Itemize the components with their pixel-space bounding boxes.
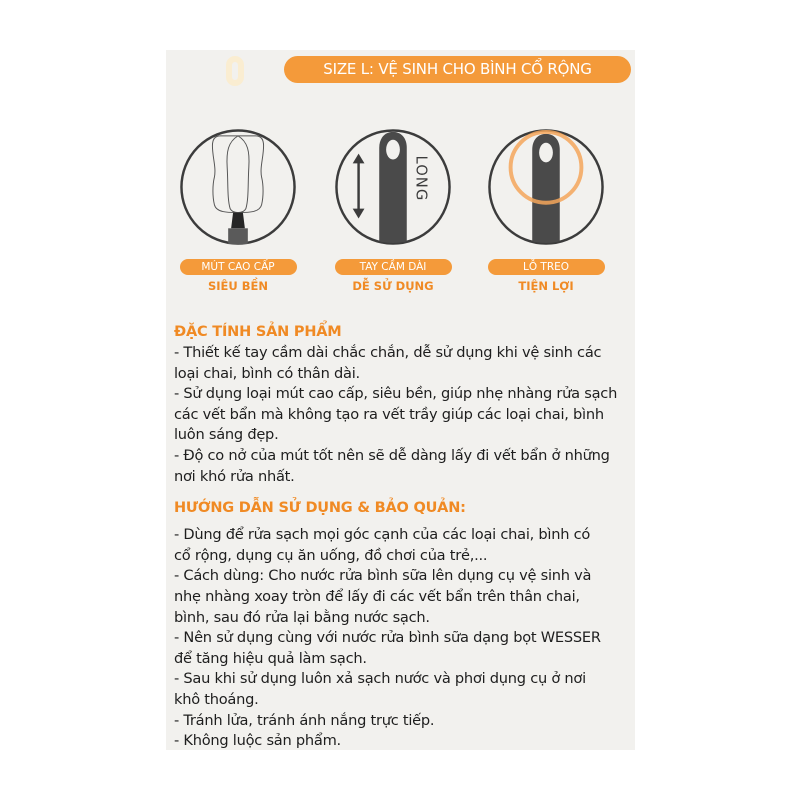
feature-hanging-hole <box>476 128 616 293</box>
text-line: - Nên sử dụng cùng với nước rửa bình sữa dạng bọt WESSER <box>174 629 601 647</box>
feature-sponge <box>168 128 308 293</box>
text-line: - Sau khi sử dụng luôn xả sạch nước và phơi dụng cụ ở nơi <box>174 670 586 688</box>
text-line: loại chai, bình có thân dài. <box>174 364 360 382</box>
feature-sublabel: TIỆN LỢI <box>518 279 574 293</box>
feature-sublabel: DỄ SỬ DỤNG <box>352 279 434 293</box>
text-line: bình, sau đó rửa lại bằng nước sạch. <box>174 608 430 626</box>
feature-label-pill: TAY CẦM DÀI <box>335 259 452 275</box>
text-line: khô thoáng. <box>174 690 259 708</box>
text-line: - Tránh lửa, tránh ánh nắng trực tiếp. <box>174 711 435 729</box>
description-content <box>174 321 634 752</box>
text-line: - Dùng để rửa sạch mọi góc cạnh của các loại chai, bình có <box>174 526 591 544</box>
hanging-hole-icon <box>487 128 605 246</box>
text-line: nơi khó rửa nhất. <box>174 467 295 485</box>
text-line: - Độ co nở của mút tốt nên sẽ dễ dàng lấy đi vết bẩn ở những <box>174 446 610 464</box>
text-line: luôn sáng đẹp. <box>174 426 279 444</box>
text-line: - Sử dụng loại mút cao cấp, siêu bền, giúp nhẹ nhàng rửa sạch <box>174 385 618 403</box>
up-down-arrow-icon <box>353 154 365 219</box>
long-label: LONG <box>412 155 430 202</box>
feature-long-handle <box>323 128 463 293</box>
feature-sublabel: SIÊU BỀN <box>207 279 268 293</box>
text-line: - Thiết kế tay cầm dài chắc chắn, dễ sử dụng khi vệ sinh các <box>174 344 602 361</box>
text-line: các vết bẩn mà không tạo ra vết trầy giúp các loại chai, bình <box>174 405 604 423</box>
feature-label-pill: MÚT CAO CẤP <box>180 259 297 275</box>
feature-label-pill: LỖ TREO <box>488 259 605 275</box>
long-handle-icon <box>334 128 452 246</box>
text-line: nhẹ nhàng xoay tròn để lấy đi các vết bẩn trên thân chai, <box>174 587 580 605</box>
text-line: - Cách dùng: Cho nước rửa bình sữa lên dụng cụ vệ sinh và <box>174 567 592 585</box>
section-title-usage: HƯỚNG DẪN SỬ DỤNG & BẢO QUẢN: <box>174 500 466 517</box>
product-info-card <box>166 50 635 750</box>
hanging-ring-decoration-icon <box>226 56 244 86</box>
text-line: cổ rộng, dụng cụ ăn uống, đồ chơi của trẻ,... <box>174 546 488 564</box>
section-title-features: ĐẶC TÍNH SẢN PHẨM <box>174 324 342 340</box>
sponge-brush-icon <box>179 128 297 246</box>
text-line: - Không luộc sản phẩm. <box>174 732 341 750</box>
features-paragraph <box>174 343 634 487</box>
usage-paragraph <box>174 525 634 752</box>
size-banner: SIZE L: VỆ SINH CHO BÌNH CỔ RỘNG <box>284 56 631 83</box>
text-line: để tăng hiệu quả làm sạch. <box>174 649 367 667</box>
